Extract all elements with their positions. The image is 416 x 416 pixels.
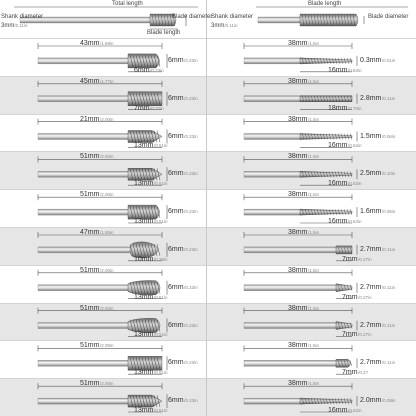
left-bit-10-length-label-mm: 51mm bbox=[80, 380, 100, 388]
right-bit-10-length-label bbox=[288, 380, 319, 387]
right-bit-9-length-label bbox=[288, 342, 319, 349]
right-bit-3-diameter-label-mm: 1.5mm bbox=[360, 132, 382, 140]
right-bit-10-blade-length-label-mm: 16mm bbox=[328, 407, 348, 414]
right-bit-7-diameter-label-in: /0.11in bbox=[381, 284, 396, 290]
right-bit-3-diameter-label-in: /0.06in bbox=[381, 133, 396, 139]
right-bit-5-length-label-mm: 38mm bbox=[288, 191, 308, 199]
left-bit-1-diameter-label-mm: 6mm bbox=[168, 56, 184, 64]
header-right-blade-diameter: Blade diameter bbox=[368, 14, 409, 20]
right-bit-9-blade-length-label-mm: 7mm bbox=[342, 369, 358, 377]
right-bit-7-diameter-label bbox=[360, 284, 395, 291]
right-bit-6-blade-length-label bbox=[342, 256, 372, 263]
right-bit-8-length-label bbox=[288, 305, 319, 312]
left-bit-9-diameter-label-in: /0.23in bbox=[184, 360, 198, 366]
left-bit-6-length-label-in: /1.85in bbox=[99, 230, 114, 235]
left-bit-10-length-label-in: /2.00in bbox=[99, 381, 114, 387]
left-bit-5-blade-length-label bbox=[134, 218, 167, 225]
right-bit-1-blade-length-label-in: /0.62in bbox=[347, 67, 362, 73]
right-bit-4-shank bbox=[244, 171, 302, 177]
right-bit-5-diameter-label-in: /0.06in bbox=[381, 209, 396, 215]
right-bit-5-blade-length-label-mm: 16mm bbox=[328, 218, 348, 225]
right-bit-6-blade-length-label-in: /0.27in bbox=[358, 256, 372, 262]
left-bit-10-head bbox=[128, 395, 162, 407]
right-bit-8-diameter-label-in: /0.11in bbox=[381, 322, 396, 328]
right-bit-5-length-label-in: /1.5in bbox=[307, 192, 319, 198]
header-right-sample-bit-shank bbox=[258, 17, 300, 23]
right-bit-5-length-label bbox=[288, 191, 319, 198]
left-bit-8-blade-length-label-in: /0.51in bbox=[153, 332, 168, 338]
right-bit-8-blade-length-label bbox=[342, 331, 372, 338]
left-bit-7-length-label-mm: 51mm bbox=[80, 266, 100, 274]
header-left-shank-in: /0.11in bbox=[14, 23, 28, 28]
right-bit-7-blade-length-label bbox=[342, 294, 372, 301]
right-bit-4-blade-length-label-in: /0.62in bbox=[347, 181, 362, 187]
right-bit-8-blade-length-label-in: /0.27in bbox=[358, 332, 372, 338]
left-bit-6-diameter-label bbox=[168, 246, 198, 253]
left-bit-3-shank bbox=[38, 134, 132, 140]
right-bit-8-shank bbox=[244, 323, 338, 329]
header-right-blade-length: Blade length bbox=[308, 1, 342, 7]
left-bit-1-diameter-label-in: /0.23in bbox=[184, 57, 198, 63]
right-bit-1-length-label-mm: 38mm bbox=[288, 40, 308, 47]
left-bit-4-diameter-label bbox=[168, 170, 198, 177]
left-bit-7-diameter-label bbox=[168, 284, 198, 291]
left-bit-5-diameter-label bbox=[168, 208, 198, 215]
left-bit-10-diameter-label-mm: 6mm bbox=[168, 397, 184, 405]
left-bit-5-diameter-label-mm: 6mm bbox=[168, 208, 184, 216]
header-left-shank-diameter: Shank diameter bbox=[1, 14, 44, 20]
right-bit-8-diameter-label-mm: 2.7mm bbox=[360, 321, 382, 329]
left-bit-3-blade-length-label-mm: 13mm bbox=[134, 142, 154, 150]
right-bit-3-length-label bbox=[288, 116, 319, 123]
left-bit-1-length-label-in: /1.69in bbox=[99, 41, 114, 46]
right-bit-2-length-label bbox=[288, 78, 319, 85]
left-bit-1-diameter-label bbox=[168, 57, 198, 64]
right-bit-10-diameter-label-mm: 2.0mm bbox=[360, 397, 382, 405]
left-bit-1-length-label-mm: 43mm bbox=[80, 40, 100, 47]
right-bit-2-diameter-label-in: /0.11in bbox=[381, 95, 396, 101]
right-bit-1-length-label bbox=[288, 40, 319, 47]
left-bit-8-diameter-label-in: /0.23in bbox=[184, 322, 198, 328]
left-bit-6-length-label bbox=[80, 229, 113, 236]
left-bit-8-blade-length-label bbox=[134, 331, 167, 338]
right-bit-8-diameter-label bbox=[360, 322, 395, 329]
header-right-shank-diameter: Shank diameter bbox=[211, 14, 254, 20]
left-bit-4-length-label bbox=[80, 153, 113, 160]
right-bit-9-diameter-label bbox=[360, 359, 395, 366]
left-bit-6-blade-length-label-mm: 10mm bbox=[134, 255, 154, 263]
right-bit-3-blade-length-label-mm: 16mm bbox=[328, 142, 348, 150]
left-bit-4-blade-length-label-mm: 13mm bbox=[134, 180, 154, 188]
left-bit-2-length-label-in: /1.77in bbox=[99, 78, 114, 84]
left-bit-7-diameter-label-mm: 6mm bbox=[168, 283, 184, 291]
left-bit-10-blade-length-label-in: /0.51in bbox=[153, 408, 168, 413]
left-bit-6-shank bbox=[38, 247, 132, 253]
left-bit-4-length-label-in: /2.00in bbox=[99, 154, 114, 160]
right-bit-10-length-label-mm: 38mm bbox=[288, 380, 308, 388]
right-bit-1-diameter-label bbox=[360, 57, 395, 64]
left-bit-6-blade-length-label-in: /0.39in bbox=[153, 256, 168, 262]
right-bit-1-diameter-label-mm: 0.3mm bbox=[360, 56, 382, 64]
left-bit-2-length-label bbox=[80, 78, 113, 85]
header-left-shank-mm: 3mm bbox=[1, 23, 15, 29]
right-bit-2-diameter-label bbox=[360, 95, 395, 102]
right-bit-1-length-label-in: /1.5in bbox=[307, 41, 319, 46]
left-bit-10-blade-length-label-mm: 13mm bbox=[134, 407, 154, 414]
left-bit-2-shank bbox=[38, 96, 132, 102]
right-bit-6-length-label bbox=[288, 229, 319, 236]
left-bit-8-length-label-mm: 51mm bbox=[80, 304, 100, 312]
left-bit-1-blade-length-label bbox=[134, 67, 164, 74]
right-bit-6-diameter-label bbox=[360, 246, 395, 253]
right-bit-7-length-label bbox=[288, 267, 319, 274]
right-bit-7-length-label-mm: 38mm bbox=[288, 266, 308, 274]
left-bit-6-length-label-mm: 47mm bbox=[80, 229, 100, 236]
right-bit-8-length-label-mm: 38mm bbox=[288, 304, 308, 312]
right-bit-10-diameter-label bbox=[360, 397, 395, 404]
right-bit-6-diameter-label-in: /0.11in bbox=[381, 246, 396, 252]
left-bit-3-blade-length-label-in: /0.51in bbox=[153, 143, 168, 149]
right-bit-4-diameter-label-mm: 2.5mm bbox=[360, 170, 382, 178]
right-bit-6-diameter-label-mm: 2.7mm bbox=[360, 245, 382, 253]
right-bit-10-blade-length-label bbox=[328, 407, 361, 414]
right-bit-2-blade-length-label bbox=[328, 105, 361, 112]
left-bit-4-length-label-mm: 51mm bbox=[80, 153, 100, 161]
right-bit-3-blade-length-label-in: /0.62in bbox=[347, 143, 362, 149]
right-bit-10-shank bbox=[244, 398, 302, 404]
right-bit-4-blade-length-label-mm: 16mm bbox=[328, 180, 348, 188]
right-bit-2-shank bbox=[244, 96, 302, 102]
header-left-total-length: Total length bbox=[112, 1, 143, 7]
left-bit-4-blade-length-label bbox=[134, 180, 167, 187]
left-bit-4-blade-length-label-in: /0.51in bbox=[153, 181, 168, 187]
right-bit-4-diameter-label bbox=[360, 170, 395, 177]
left-bit-1-blade-length-label-in: /0.23in bbox=[150, 67, 164, 73]
right-bit-9-diameter-label-mm: 2.7mm bbox=[360, 359, 382, 367]
left-bit-10-length-label bbox=[80, 380, 113, 387]
left-bit-5-blade-length-label-mm: 13mm bbox=[134, 218, 154, 225]
left-bit-8-blade-length-label-mm: 13mm bbox=[134, 331, 154, 339]
left-bit-3-length-label bbox=[80, 116, 113, 123]
right-bit-3-diameter-label bbox=[360, 133, 395, 140]
left-bit-2-blade-length-label-mm: 7mm bbox=[134, 104, 150, 112]
left-bit-2-blade-length-label-in: /0.27in bbox=[150, 105, 164, 111]
left-bit-6-diameter-label-in: /0.23in bbox=[184, 246, 198, 252]
left-bit-10-diameter-label bbox=[168, 397, 198, 404]
left-bit-3-diameter-label-mm: 6mm bbox=[168, 132, 184, 140]
left-bit-7-blade-length-label-mm: 13mm bbox=[134, 293, 154, 301]
right-bit-7-blade-length-label-in: /0.27in bbox=[358, 294, 372, 300]
left-bit-9-diameter-label bbox=[168, 359, 198, 366]
left-bit-3-length-label-in: /2.00in bbox=[99, 116, 114, 122]
right-bit-5-shank bbox=[244, 209, 302, 215]
left-bit-8-length-label-in: /2.00in bbox=[99, 305, 114, 311]
left-bit-7-diameter-label-in: /0.23in bbox=[184, 284, 198, 290]
left-bit-8-shank bbox=[38, 323, 132, 329]
right-bit-3-length-label-in: /1.5in bbox=[307, 116, 319, 122]
right-bit-6-length-label-mm: 38mm bbox=[288, 229, 308, 236]
left-bit-2-length-label-mm: 45mm bbox=[80, 77, 100, 85]
left-bit-6-diameter-label-mm: 6mm bbox=[168, 245, 184, 253]
left-bit-1-blade-length-label-mm: 6mm bbox=[134, 66, 150, 74]
right-bit-10-blade-length-label-in: /0.62in bbox=[347, 408, 362, 413]
right-bit-7-length-label-in: /1.5in bbox=[307, 267, 319, 273]
right-bit-6-blade-length-label-mm: 7mm bbox=[342, 255, 358, 263]
left-bit-4-shank bbox=[38, 171, 132, 177]
right-bit-1-blade-length-label-mm: 16mm bbox=[328, 66, 348, 74]
left-bit-10-diameter-label-in: /0.23in bbox=[184, 398, 198, 404]
right-bit-4-length-label bbox=[288, 153, 319, 160]
left-bit-6-blade-length-label bbox=[134, 256, 167, 263]
left-bit-5-blade-length-label-in: /0.51in bbox=[153, 219, 168, 224]
left-bit-5-length-label-in: /2.00in bbox=[99, 192, 114, 198]
right-bit-5-diameter-label bbox=[360, 208, 395, 215]
right-bit-9-diameter-label-in: /0.11in bbox=[381, 360, 396, 366]
header-left-blade-length: Blade length bbox=[147, 30, 181, 36]
left-bit-5-length-label-mm: 51mm bbox=[80, 191, 100, 199]
left-bit-1-length-label bbox=[80, 40, 113, 47]
right-bit-2-blade-length-label-in: /0.70in bbox=[347, 105, 362, 111]
left-bit-3-blade-length-label bbox=[134, 142, 167, 149]
left-bit-2-diameter-label-in: /0.23in bbox=[184, 95, 198, 101]
right-bit-4-blade-length-label bbox=[328, 180, 361, 187]
left-bit-9-blade-length-label-in: /0.51in bbox=[153, 370, 168, 376]
right-bit-7-blade-length-label-mm: 7mm bbox=[342, 293, 358, 301]
left-bit-1-shank bbox=[38, 58, 132, 64]
left-bit-4-diameter-label-in: /0.23in bbox=[184, 171, 198, 177]
left-bit-8-diameter-label-mm: 6mm bbox=[168, 321, 184, 329]
right-bit-5-diameter-label-mm: 1.6mm bbox=[360, 208, 382, 216]
left-bit-9-shank bbox=[38, 360, 132, 366]
header-left-blade-diameter: Blade diameter bbox=[172, 14, 213, 20]
left-bit-9-length-label-mm: 51mm bbox=[80, 342, 100, 350]
left-bit-10-shank bbox=[38, 398, 132, 404]
right-bit-9-length-label-mm: 38mm bbox=[288, 342, 308, 350]
right-bit-6-shank bbox=[244, 247, 338, 253]
right-bit-8-length-label-in: /1.5in bbox=[307, 305, 319, 311]
right-bit-7-diameter-label-mm: 2.7mm bbox=[360, 283, 382, 291]
header-right-shank-in: /0.11in bbox=[224, 23, 238, 28]
left-bit-7-length-label-in: /2.00in bbox=[99, 267, 114, 273]
left-bit-9-blade-length-label bbox=[134, 369, 167, 376]
left-bit-8-length-label bbox=[80, 305, 113, 312]
left-bit-3-diameter-label bbox=[168, 133, 198, 140]
right-bit-2-length-label-in: /1.5in bbox=[307, 78, 319, 84]
left-bit-7-blade-length-label-in: /0.51in bbox=[153, 294, 168, 300]
left-bit-9-diameter-label-mm: 6mm bbox=[168, 359, 184, 367]
right-bit-2-blade-length-label-mm: 18mm bbox=[328, 104, 348, 112]
left-bit-9-length-label bbox=[80, 342, 113, 349]
left-bit-7-blade-length-label bbox=[134, 294, 167, 301]
left-bit-2-blade-length-label bbox=[134, 105, 164, 112]
right-bit-3-blade-length-label bbox=[328, 142, 361, 149]
right-bit-5-blade-length-label-in: /0.62in bbox=[347, 219, 362, 224]
right-bit-9-blade-length-label bbox=[342, 369, 368, 376]
right-bit-5-blade-length-label bbox=[328, 218, 361, 225]
right-bit-2-length-label-mm: 38mm bbox=[288, 77, 308, 85]
right-bit-8-blade-length-label-mm: 7mm bbox=[342, 331, 358, 339]
header-left-shank-value bbox=[1, 23, 28, 29]
right-bit-4-length-label-in: /1.5in bbox=[307, 154, 319, 160]
left-bit-9-length-label-in: /2.00in bbox=[99, 343, 114, 349]
right-bit-4-length-label-mm: 38mm bbox=[288, 153, 308, 161]
right-bit-6-length-label-in: /1.5in bbox=[307, 230, 319, 235]
right-bit-2-diameter-label-mm: 2.8mm bbox=[360, 94, 382, 102]
right-bit-1-diameter-label-in: /0.01in bbox=[381, 57, 396, 63]
header-right-shank-value bbox=[211, 23, 238, 29]
left-bit-5-diameter-label-in: /0.23in bbox=[184, 209, 198, 215]
left-bit-7-shank bbox=[38, 285, 132, 291]
header-right-sample-bit-head bbox=[300, 14, 358, 26]
left-bit-5-length-label bbox=[80, 191, 113, 198]
right-bit-1-shank bbox=[244, 58, 302, 64]
right-bit-10-length-label-in: /1.5in bbox=[307, 381, 319, 387]
header-right-shank-mm: 3mm bbox=[211, 23, 225, 29]
left-bit-4-head bbox=[128, 168, 162, 180]
right-bit-9-shank bbox=[244, 360, 338, 366]
right-bit-4-diameter-label-in: /0.10in bbox=[381, 171, 396, 177]
left-bit-3-length-label-mm: 21mm bbox=[80, 115, 100, 123]
left-bit-10-blade-length-label bbox=[134, 407, 167, 414]
right-bit-9-length-label-in: /1.5in bbox=[307, 343, 319, 349]
left-bit-2-diameter-label bbox=[168, 95, 198, 102]
left-bit-7-length-label bbox=[80, 267, 113, 274]
right-bit-7-shank bbox=[244, 285, 338, 291]
left-bit-4-diameter-label-mm: 6mm bbox=[168, 170, 184, 178]
right-bit-1-blade-length-label bbox=[328, 67, 361, 74]
right-bit-9-blade-length-label-in: /0.27 bbox=[358, 370, 369, 376]
left-bit-9-blade-length-label-mm: 13mm bbox=[134, 369, 154, 377]
right-bit-3-length-label-mm: 38mm bbox=[288, 115, 308, 123]
right-bit-3-shank bbox=[244, 134, 302, 140]
left-bit-8-diameter-label bbox=[168, 322, 198, 329]
left-bit-2-diameter-label-mm: 6mm bbox=[168, 94, 184, 102]
left-bit-3-diameter-label-in: /0.23in bbox=[184, 133, 198, 139]
left-bit-3-head bbox=[128, 131, 162, 143]
left-bit-5-shank bbox=[38, 209, 132, 215]
right-bit-10-diameter-label-in: /0.08in bbox=[381, 398, 396, 404]
